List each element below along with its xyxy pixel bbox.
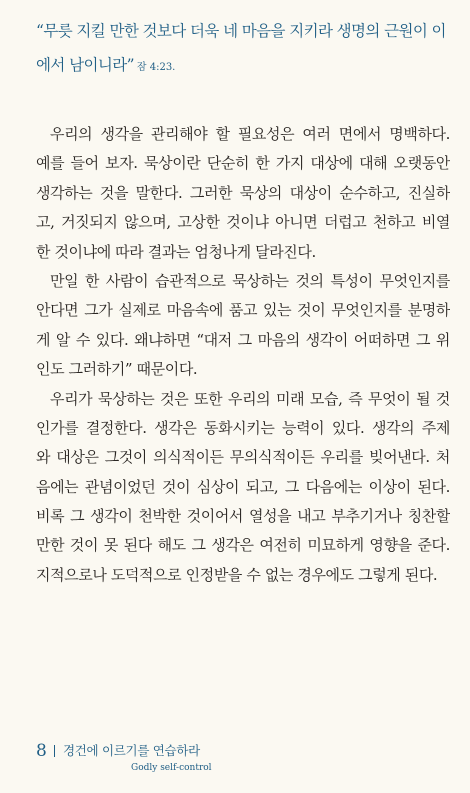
- text-line: 음에는 관념이었던 것이 심상이 되고, 그 다음에는 이상이 된다.: [36, 477, 450, 496]
- text-line: 고, 거짓되지 않으며, 고상한 것이냐 아니면 더럽고 천하고 비열: [36, 213, 450, 232]
- text-line: 우리가 묵상하는 것은 또한 우리의 미래 모습, 즉 무엇이 될 것: [50, 389, 450, 408]
- text-line: 게 알 수 있다. 왜냐하면 “대저 그 마음의 생각이 어떠하면 그 위: [36, 330, 450, 349]
- text-line: 생각하는 것을 말한다. 그러한 묵상의 대상이 순수하고, 진실하: [36, 183, 450, 202]
- text-line: 인도 그러하기” 때문이다.: [36, 360, 198, 379]
- paragraph-2: [36, 267, 450, 385]
- text-line: 한 것이냐에 따라 결과는 엄청나게 달라진다.: [36, 242, 316, 261]
- text-line: 예를 들어 보자. 묵상이란 단순히 한 가지 대상에 대해 오랫동안: [36, 154, 450, 173]
- quote-reference: 잠 4:23.: [136, 62, 176, 73]
- text-line: 비록 그 생각이 천박한 것이어서 열성을 내고 부추기거나 칭찬할: [36, 507, 450, 526]
- book-title: 경건에 이르기를 연습하라: [63, 743, 200, 758]
- paragraph-3: [36, 385, 450, 591]
- text-line: 지적으로나 도덕적으로 인정받을 수 없는 경우에도 그렇게 된다.: [36, 565, 438, 584]
- footer-divider: [54, 745, 55, 757]
- body-text: [36, 120, 450, 590]
- quote-line-2-text: 에서 남이니라”: [36, 56, 134, 74]
- paragraph-1: [36, 120, 450, 267]
- page-footer: [36, 741, 336, 775]
- quote-line-1: “무릇 지킬 만한 것보다 더욱 네 마음을 지키라 생명의 근원이 이: [36, 22, 446, 40]
- page-number: 8: [36, 741, 47, 761]
- quote-line-2: [36, 48, 446, 85]
- scripture-quote: [36, 14, 446, 85]
- text-line: 만일 한 사람이 습관적으로 묵상하는 것의 특성이 무엇인지를: [50, 271, 450, 290]
- text-line: 우리의 생각을 관리해야 할 필요성은 여러 면에서 명백하다.: [50, 125, 450, 143]
- text-line: 인가를 결정한다. 생각은 동화시키는 능력이 있다. 생각의 주제: [36, 418, 450, 437]
- text-line: 만한 것이 못 된다 해도 그 생각은 여전히 미묘하게 영향을 준다.: [36, 536, 450, 555]
- text-line: 안다면 그가 실제로 마음속에 품고 있는 것이 무엇인지를 분명하: [36, 301, 450, 320]
- book-subtitle: Godly self-control: [131, 763, 212, 773]
- text-line: 와 대상은 그것이 의식적이든 무의식적이든 우리를 빚어낸다. 처: [36, 448, 450, 467]
